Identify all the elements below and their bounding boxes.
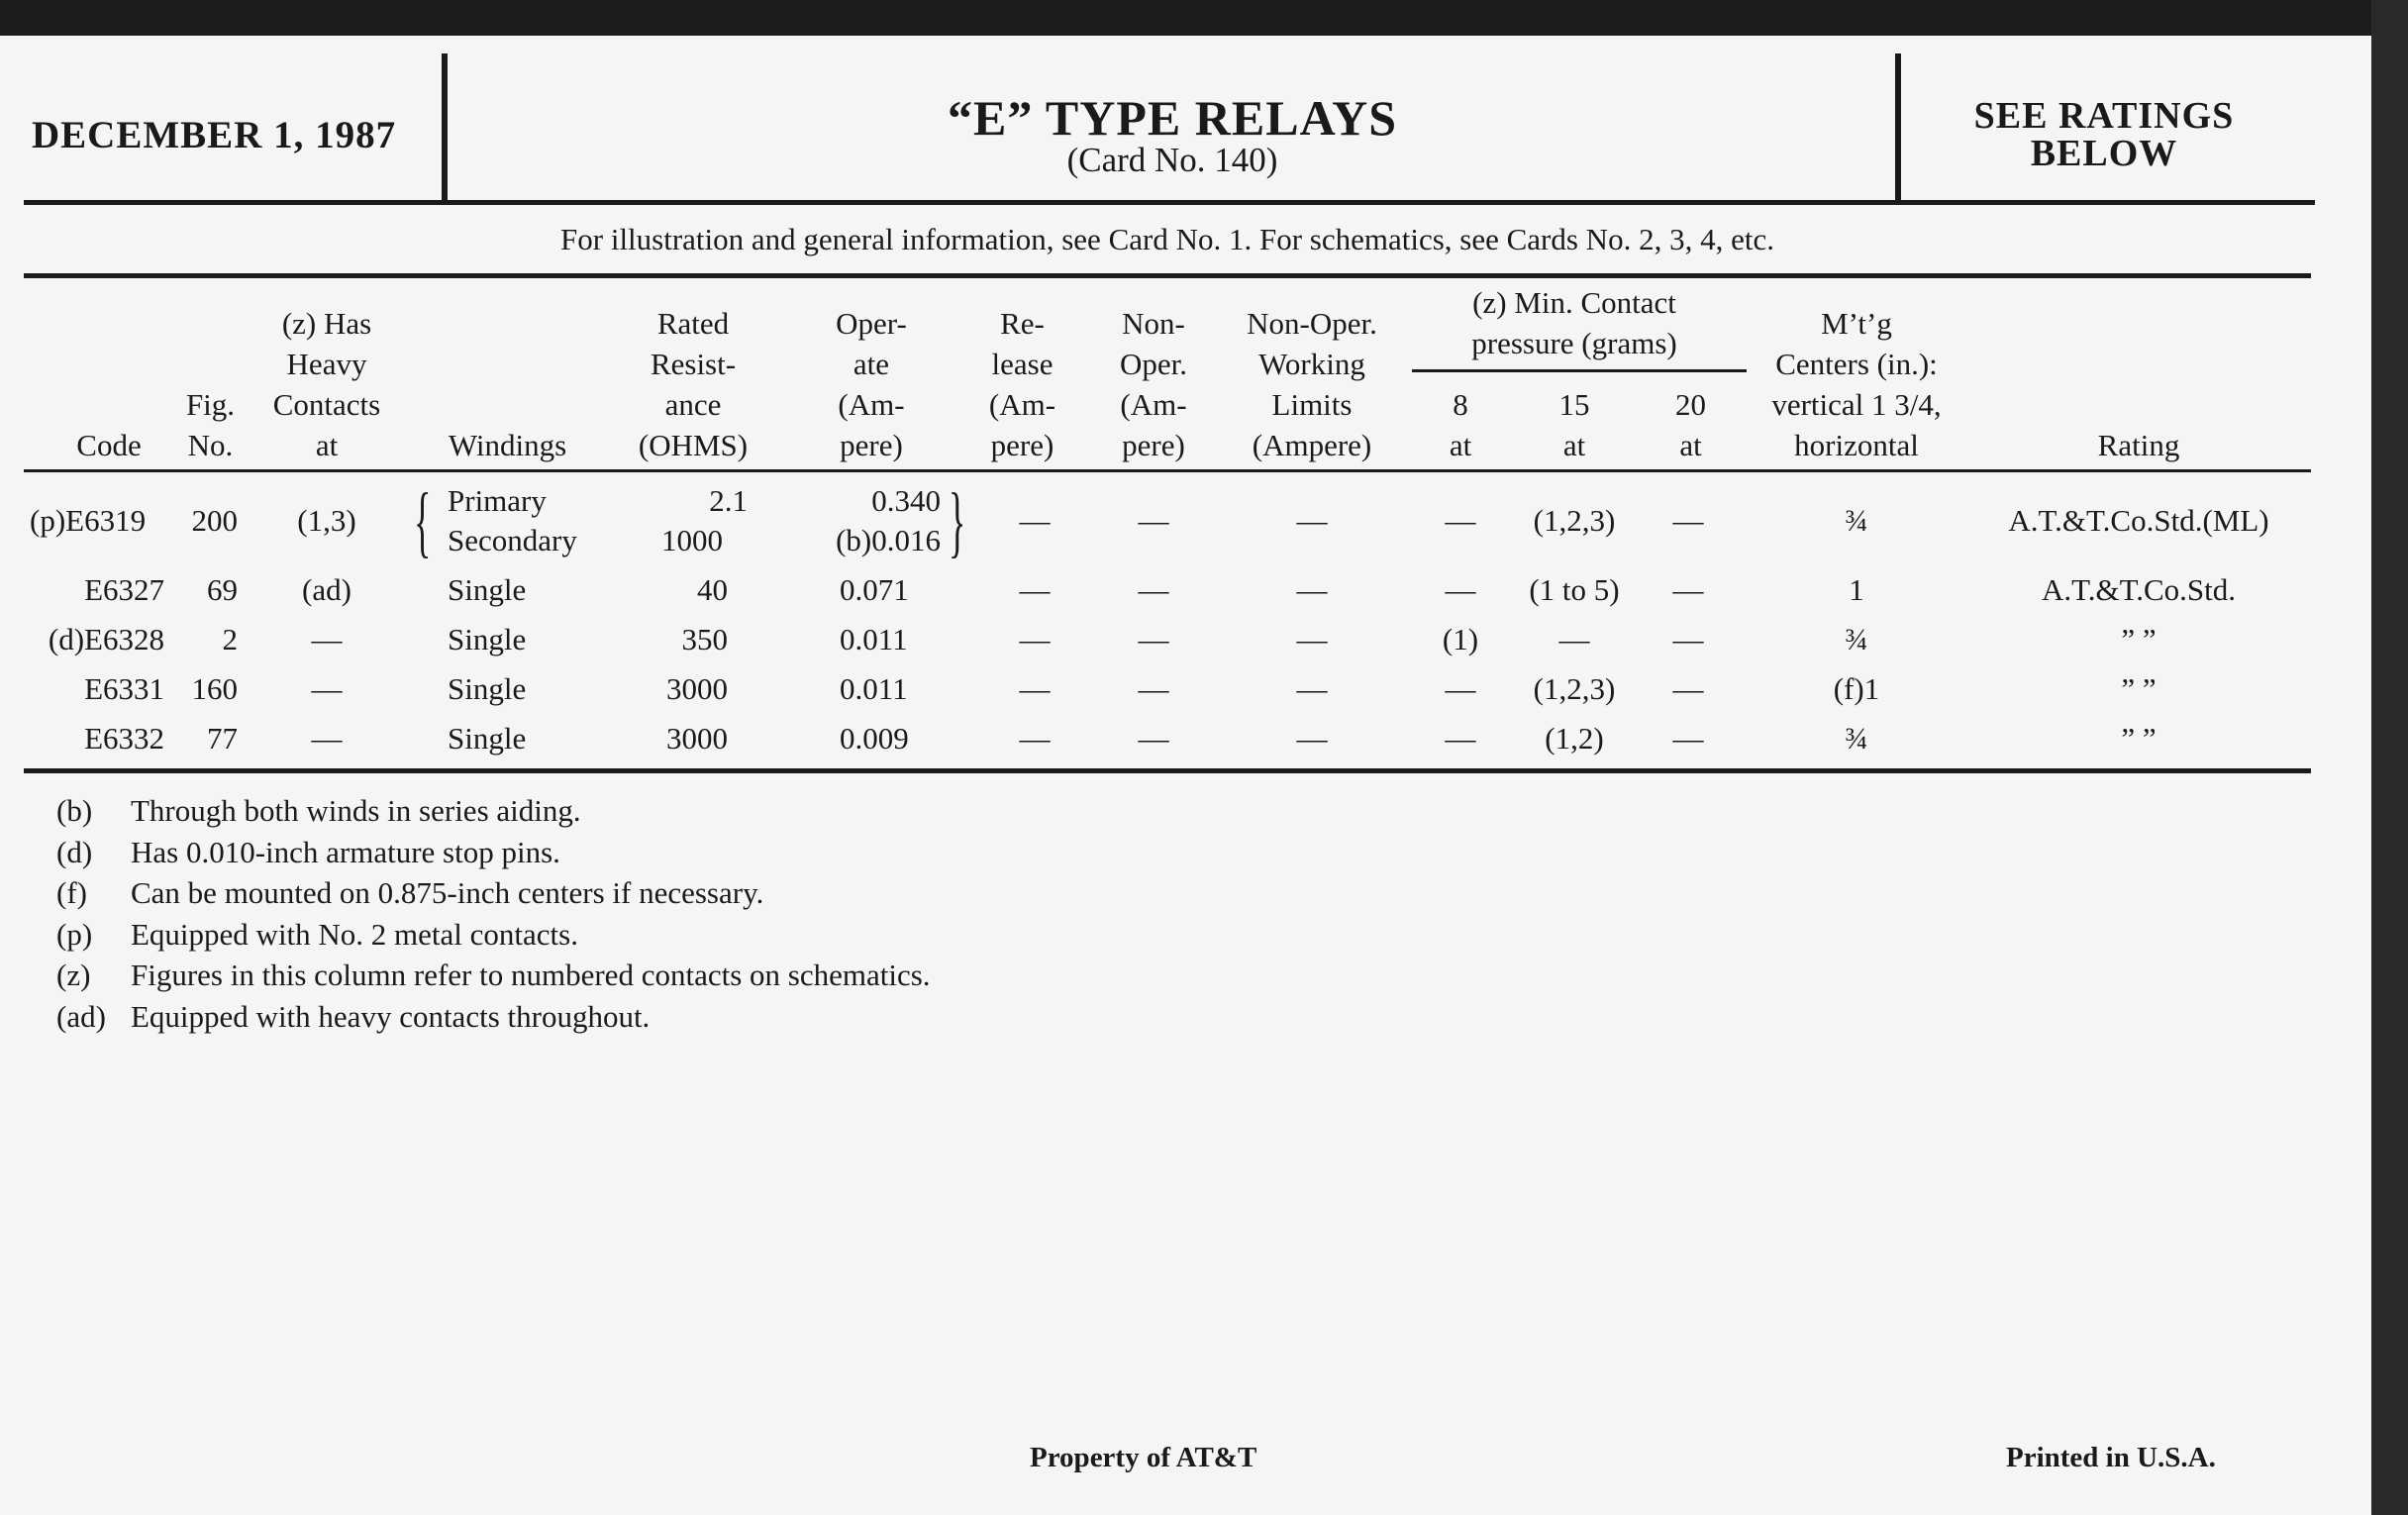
winding-primary: Primary <box>448 483 547 518</box>
row-p8: — <box>1445 572 1476 607</box>
footnote <box>56 835 560 870</box>
row-nonoper: — <box>1138 622 1169 656</box>
row-fig: 77 <box>207 721 238 756</box>
col-pressure-group: (z) Min. Contact pressure (grams) <box>1471 285 1677 360</box>
row-rating: A.T.&T.Co.Std.(ML) <box>2008 503 2269 538</box>
col-fig: Fig. No. <box>185 387 236 462</box>
col-operate: Oper- ate (Am- pere) <box>836 306 907 462</box>
row-p20: — <box>1672 721 1704 756</box>
row-fig: 2 <box>222 622 238 656</box>
footnote <box>56 958 931 993</box>
info-note: For illustration and general information, see Card No. 1. For schematics, see Cards No. 2, 3, 4, etc. <box>560 222 1774 256</box>
col-pressure-8: 8 at <box>1449 387 1472 462</box>
col-release: Re- lease (Am- pere) <box>988 306 1056 462</box>
row-nonoper: — <box>1138 721 1169 756</box>
row-windings: Single <box>448 572 527 607</box>
footer-printed: Printed in U.S.A. <box>2006 1442 2216 1473</box>
row-centers: ¾ <box>1845 622 1868 656</box>
left-brace: { <box>414 478 432 565</box>
col-centers: M’t’g Centers (in.): vertical 1 3/4, horizontal <box>1771 306 1942 462</box>
row-nonoper: — <box>1138 572 1169 607</box>
row-rating: ” ” <box>2121 622 2157 656</box>
row-p15: (1,2,3) <box>1533 503 1616 538</box>
row-operate: 0.011 <box>840 622 908 656</box>
relay-card <box>0 36 2371 1515</box>
row-working: — <box>1296 503 1328 538</box>
footnote-label: (z) <box>56 958 91 992</box>
card-subtitle: (Card No. 140) <box>1066 141 1278 179</box>
col-pressure-15: 15 at <box>1558 387 1590 462</box>
resistance-secondary: 1000 <box>661 523 723 557</box>
footnote <box>56 875 763 911</box>
footnote <box>56 999 650 1035</box>
col-code: Code <box>76 428 142 462</box>
col-resistance: Rated Resist- ance (OHMS) <box>638 306 749 462</box>
row-centers: ¾ <box>1845 721 1868 756</box>
footnote-label: (p) <box>56 916 93 952</box>
footnote-label: (d) <box>56 834 93 869</box>
row-p8: — <box>1445 671 1476 706</box>
row-nonoper: — <box>1138 671 1169 706</box>
row-operate: 0.011 <box>840 671 908 706</box>
row-fig: 160 <box>191 671 238 706</box>
footnote-text: Figures in this column refer to numbered contacts on schematics. <box>131 958 931 992</box>
row-resistance: 3000 <box>666 671 728 706</box>
row-working: — <box>1296 572 1328 607</box>
row-centers: (f)1 <box>1833 671 1880 706</box>
row-nonoper: — <box>1138 503 1169 538</box>
footer-property: Property of AT&T <box>1030 1442 1257 1473</box>
scan-edge <box>2371 0 2408 1515</box>
row-p8: (1) <box>1442 622 1479 656</box>
col-heavy: (z) Has Heavy Contacts at <box>272 306 381 462</box>
winding-secondary: Secondary <box>448 523 577 557</box>
row-code: E6327 <box>84 572 164 607</box>
resistance-primary: 2.1 <box>709 483 748 518</box>
row-rating: ” ” <box>2121 671 2157 706</box>
row-resistance: 3000 <box>666 721 728 756</box>
row-working: — <box>1296 721 1328 756</box>
row-code: (d)E6328 <box>48 622 164 656</box>
row-code: (p)E6319 <box>30 503 147 538</box>
footnote-label: (ad) <box>56 998 106 1034</box>
row-resistance: 350 <box>681 622 728 656</box>
row-p15: (1,2) <box>1545 721 1604 756</box>
footnote <box>56 917 578 953</box>
row-rating: ” ” <box>2121 721 2157 756</box>
row-p8: — <box>1445 503 1476 538</box>
row-p15: — <box>1558 622 1590 656</box>
footnote-label: (b) <box>56 793 93 828</box>
row-operate: 0.071 <box>840 572 909 607</box>
row-windings: Single <box>448 622 527 656</box>
footnote-label: (f) <box>56 875 87 910</box>
card-date: DECEMBER 1, 1987 <box>32 114 397 156</box>
footnote <box>56 793 581 829</box>
footnote-text: Can be mounted on 0.875-inch centers if necessary. <box>131 875 764 910</box>
row-centers: ¾ <box>1845 503 1868 538</box>
col-working: Non-Oper. Working Limits (Ampere) <box>1247 306 1377 462</box>
row-p20: — <box>1672 572 1704 607</box>
header-rule <box>24 200 2315 205</box>
row-p15: (1 to 5) <box>1529 572 1620 607</box>
row-windings: Single <box>448 721 527 756</box>
card-title: “E” TYPE RELAYS <box>947 90 1398 146</box>
row-resistance: 40 <box>697 572 728 607</box>
footnote-text: Equipped with heavy contacts throughout. <box>131 998 651 1034</box>
footnote-text: Has 0.010-inch armature stop pins. <box>131 834 560 869</box>
footnote-text: Through both winds in series aiding. <box>131 793 581 828</box>
row-rating: A.T.&T.Co.Std. <box>2041 572 2237 607</box>
row-p20: — <box>1672 503 1704 538</box>
col-rating: Rating <box>2097 428 2180 462</box>
row-heavy: — <box>311 671 343 706</box>
pressure-group-rule <box>1412 369 1747 372</box>
row-windings: Single <box>448 671 527 706</box>
ratings-note-line1: SEE RATINGS <box>1973 95 2235 137</box>
col-nonoper: Non- Oper. (Am- pere) <box>1119 306 1187 462</box>
row-release: — <box>1019 721 1051 756</box>
row-code: E6332 <box>84 721 164 756</box>
row-heavy: — <box>311 622 343 656</box>
row-fig: 200 <box>191 503 238 538</box>
operate-secondary: (b)0.016 <box>836 523 941 557</box>
row-p15: (1,2,3) <box>1533 671 1616 706</box>
row-working: — <box>1296 622 1328 656</box>
table-top-rule <box>24 273 2311 278</box>
ratings-note-line2: BELOW <box>2030 133 2178 174</box>
row-heavy: (1,3) <box>297 503 356 538</box>
row-release: — <box>1019 503 1051 538</box>
row-release: — <box>1019 622 1051 656</box>
row-operate: 0.009 <box>840 721 909 756</box>
row-p20: — <box>1672 622 1704 656</box>
row-p20: — <box>1672 671 1704 706</box>
row-p8: — <box>1445 721 1476 756</box>
ratings-note <box>1901 97 2307 172</box>
row-code: E6331 <box>84 671 164 706</box>
footnote-text: Equipped with No. 2 metal contacts. <box>131 916 578 952</box>
row-centers: 1 <box>1849 572 1864 607</box>
table-bottom-rule <box>24 768 2311 773</box>
header-bottom-rule <box>24 469 2311 472</box>
row-heavy: — <box>311 721 343 756</box>
operate-primary: 0.340 <box>871 483 941 518</box>
right-brace: } <box>949 478 966 565</box>
row-fig: 69 <box>207 572 238 607</box>
row-working: — <box>1296 671 1328 706</box>
row-release: — <box>1019 671 1051 706</box>
col-pressure-20: 20 at <box>1675 387 1706 462</box>
row-release: — <box>1019 572 1051 607</box>
col-windings: Windings <box>448 428 567 462</box>
row-heavy: (ad) <box>302 572 351 607</box>
